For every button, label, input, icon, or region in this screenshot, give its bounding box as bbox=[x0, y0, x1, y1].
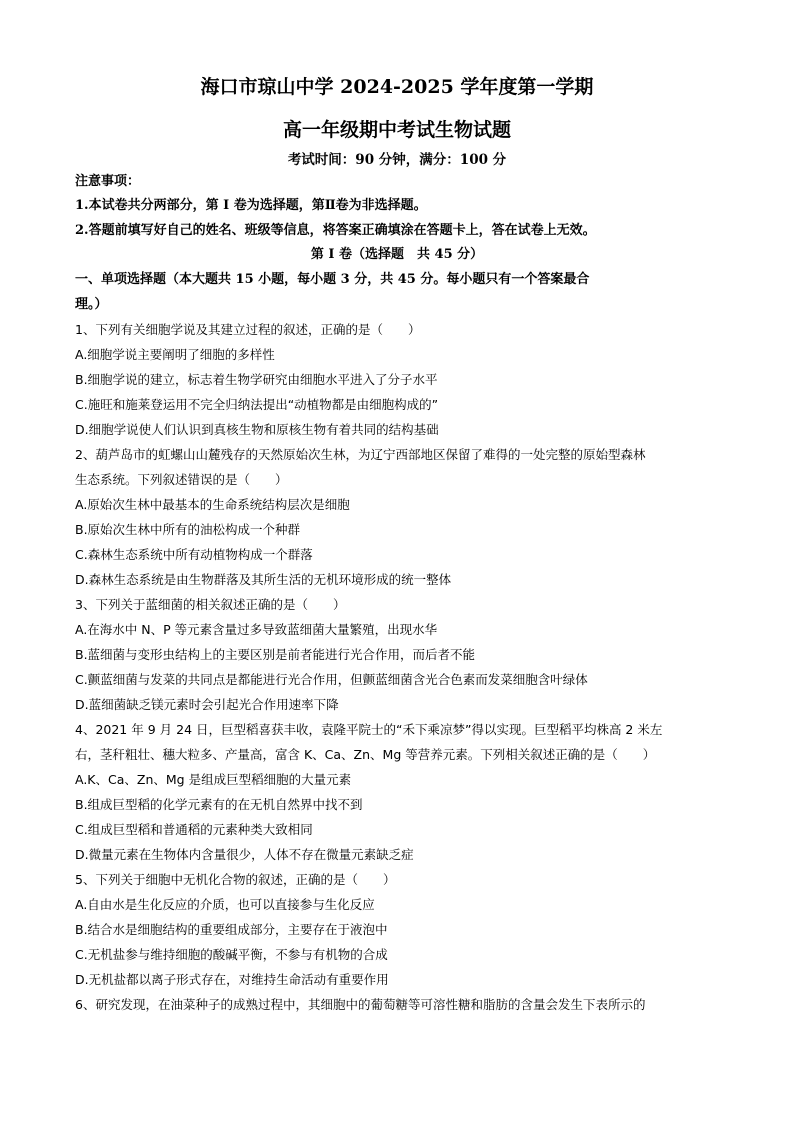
q2-option-a: A.原始次生林中最基本的生命系统结构层次是细胞 bbox=[75, 497, 350, 512]
exam-title-line1: 海口市琼山中学 2024-2025 学年度第一学期 bbox=[200, 76, 594, 98]
q2-option-c: C.森林生态系统中所有动植物构成一个群落 bbox=[75, 547, 313, 562]
q2-option-d: D.森林生态系统是由生物群落及其所生活的无机环境形成的统一整体 bbox=[75, 572, 452, 587]
q3-stem: 3、下列关于蓝细菌的相关叙述正确的是（ ） bbox=[75, 597, 346, 612]
q5-stem: 5、下列关于细胞中无机化合物的叙述，正确的是（ ） bbox=[75, 872, 396, 887]
q2-option-b: B.原始次生林中所有的油松构成一个种群 bbox=[75, 522, 301, 537]
q4-option-a: A.K、Ca、Zn、Mg 是组成巨型稻细胞的大量元素 bbox=[75, 772, 352, 787]
q2-stem-line1: 2、葫芦岛市的虹螺山山麓残存的天然原始次生林，为辽宁西部地区保留了难得的一处完整的原始型森林 bbox=[75, 447, 646, 462]
q4-stem-line2: 右，茎秆粗壮、穗大粒多、产量高，富含 K、Ca、Zn、Mg 等营养元素。下列相关叙述正确的是（ ） bbox=[75, 747, 656, 762]
q1-stem: 1、下列有关细胞学说及其建立过程的叙述，正确的是（ ） bbox=[75, 322, 421, 337]
q3-option-b: B.蓝细菌与变形虫结构上的主要区别是前者能进行光合作用，而后者不能 bbox=[75, 647, 476, 662]
q6-stem-line1: 6、研究发现，在油菜种子的成熟过程中，其细胞中的葡萄糖等可溶性糖和脂肪的含量会发生下表所示的 bbox=[75, 997, 646, 1012]
part1-heading: 第 Ⅰ 卷（选择题 共 45 分） bbox=[310, 247, 484, 262]
q5-option-c: C.无机盐参与维持细胞的酸碱平衡，不参与有机物的合成 bbox=[75, 947, 388, 962]
q5-option-d: D.无机盐都以离子形式存在，对维持生命活动有重要作用 bbox=[75, 972, 389, 987]
notice-item-2: 2.答题前填写好自己的姓名、班级等信息，将答案正确填涂在答题卡上，答在试卷上无效。 bbox=[75, 223, 596, 238]
q4-option-d: D.微量元素在生物体内含量很少，人体不存在微量元素缺乏症 bbox=[75, 847, 414, 862]
q5-option-b: B.结合水是细胞结构的重要组成部分，主要存在于液泡中 bbox=[75, 922, 388, 937]
q3-option-c: C.颤蓝细菌与发菜的共同点是都能进行光合作用，但颤蓝细菌含光合色素而发菜细胞含叶绿体 bbox=[75, 672, 588, 687]
q4-option-b: B.组成巨型稻的化学元素有的在无机自然界中找不到 bbox=[75, 797, 363, 812]
q1-option-a: A.细胞学说主要阐明了细胞的多样性 bbox=[75, 347, 275, 362]
notice-heading: 注意事项： bbox=[75, 174, 141, 189]
q1-option-d: D.细胞学说使人们认识到真核生物和原核生物有着共同的结构基础 bbox=[75, 422, 439, 437]
q4-option-c: C.组成巨型稻和普通稻的元素种类大致相同 bbox=[75, 822, 313, 837]
q1-option-b: B.细胞学说的建立，标志着生物学研究由细胞水平进入了分子水平 bbox=[75, 372, 438, 387]
q1-option-c: C.施旺和施莱登运用不完全归纳法提出“动植物都是由细胞构成的” bbox=[75, 397, 439, 412]
notice-item-1: 1.本试卷共分两部分，第 Ⅰ 卷为选择题，第Ⅱ卷为非选择题。 bbox=[75, 198, 427, 213]
q5-option-a: A.自由水是生化反应的介质，也可以直接参与生化反应 bbox=[75, 897, 375, 912]
q3-option-d: D.蓝细菌缺乏镁元素时会引起光合作用速率下降 bbox=[75, 697, 339, 712]
q2-stem-line2: 生态系统。下列叙述错误的是（ ） bbox=[75, 472, 288, 487]
exam-title-line2: 高一年级期中考试生物试题 bbox=[282, 119, 511, 141]
q4-stem-line1: 4、2021 年 9 月 24 日，巨型稻喜获丰收，袁隆平院士的“禾下乘凉梦”得以实现。巨型稻平均株高 2 米左 bbox=[75, 722, 663, 737]
section1-heading-line2: 理。） bbox=[75, 297, 108, 312]
exam-time-info: 考试时间：90 分钟，满分：100 分 bbox=[287, 152, 507, 168]
q3-option-a: A.在海水中 N、P 等元素含量过多导致蓝细菌大量繁殖，出现水华 bbox=[75, 622, 438, 637]
section1-heading-line1: 一、单项选择题（本大题共 15 小题，每小题 3 分，共 45 分。每小题只有一个答案最合 bbox=[75, 272, 590, 287]
